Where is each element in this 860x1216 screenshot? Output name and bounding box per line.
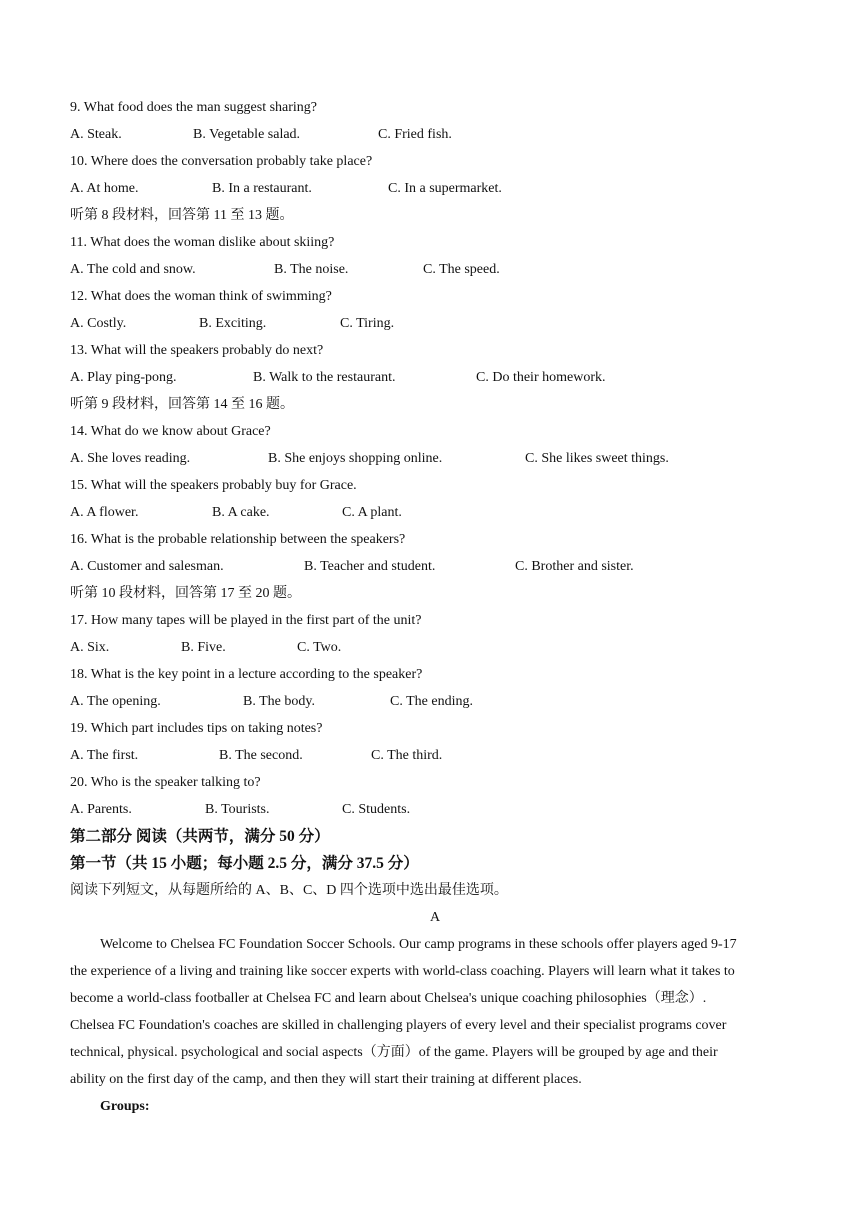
passage-line: Chelsea FC Foundation's coaches are skilled in challenging players of every level and their specialist programs cover bbox=[70, 1018, 727, 1033]
option-a: A. Steak. bbox=[70, 127, 122, 142]
option-c: C. Do their homework. bbox=[476, 370, 606, 385]
option-a: A. Play ping-pong. bbox=[70, 370, 177, 385]
option-c: C. The speed. bbox=[423, 262, 500, 277]
option-c: C. Students. bbox=[342, 802, 411, 817]
options-10 bbox=[70, 175, 800, 202]
option-c: C. Tiring. bbox=[340, 316, 395, 331]
option-b: B. Teacher and student. bbox=[304, 559, 436, 574]
section-heading-10: 听第 10 段材料，回答第 17 至 20 题。 bbox=[70, 586, 301, 601]
option-c: C. Two. bbox=[297, 640, 342, 655]
part-title: 第二部分 阅读（共两节，满分 50 分） bbox=[70, 828, 330, 845]
option-a: A. Six. bbox=[70, 640, 110, 655]
option-b: B. She enjoys shopping online. bbox=[268, 451, 443, 466]
options-16 bbox=[70, 553, 800, 580]
option-a: A. She loves reading. bbox=[70, 451, 191, 466]
reading-instruction: 阅读下列短文，从每题所给的 A、B、C、D 四个选项中选出最佳选项。 bbox=[70, 883, 508, 898]
option-b: B. Walk to the restaurant. bbox=[253, 370, 396, 385]
options-14 bbox=[70, 445, 800, 472]
option-a: A. A flower. bbox=[70, 505, 139, 520]
option-b: B. The body. bbox=[243, 694, 315, 709]
question-19: 19. Which part includes tips on taking notes? bbox=[70, 721, 323, 736]
option-b: B. In a restaurant. bbox=[212, 181, 312, 196]
option-a: A. Costly. bbox=[70, 316, 127, 331]
options-11 bbox=[70, 256, 800, 283]
question-10: 10. Where does the conversation probably take place? bbox=[70, 154, 373, 169]
question-16: 16. What is the probable relationship between the speakers? bbox=[70, 532, 406, 547]
option-c: C. The third. bbox=[371, 748, 443, 763]
options-15 bbox=[70, 499, 800, 526]
option-b: B. Five. bbox=[181, 640, 226, 655]
option-a: A. The cold and snow. bbox=[70, 262, 196, 277]
part-subtitle: 第一节（共 15 小题；每小题 2.5 分，满分 37.5 分） bbox=[70, 855, 419, 872]
options-20 bbox=[70, 796, 800, 823]
option-c: C. In a supermarket. bbox=[388, 181, 502, 196]
question-20: 20. Who is the speaker talking to? bbox=[70, 775, 261, 790]
groups-label: Groups: bbox=[100, 1099, 150, 1114]
option-b: B. A cake. bbox=[212, 505, 270, 520]
options-12 bbox=[70, 310, 800, 337]
option-c: C. Brother and sister. bbox=[515, 559, 634, 574]
options-18 bbox=[70, 688, 800, 715]
options-19 bbox=[70, 742, 800, 769]
option-a: A. Parents. bbox=[70, 802, 132, 817]
passage-label: A bbox=[429, 910, 441, 925]
option-b: B. Vegetable salad. bbox=[193, 127, 301, 142]
section-heading-8: 听第 8 段材料，回答第 11 至 13 题。 bbox=[70, 208, 294, 223]
option-b: B. Exciting. bbox=[199, 316, 267, 331]
question-17: 17. How many tapes will be played in the first part of the unit? bbox=[70, 613, 422, 628]
question-15: 15. What will the speakers probably buy for Grace. bbox=[70, 478, 357, 493]
question-12: 12. What does the woman think of swimming? bbox=[70, 289, 332, 304]
passage-line: become a world-class footballer at Chelsea FC and learn about Chelsea's unique coaching philosophies（理念）. bbox=[70, 991, 707, 1006]
passage-line: technical, physical. psychological and social aspects（方面）of the game. Players will be grouped by age and their bbox=[70, 1045, 718, 1060]
option-b: B. Tourists. bbox=[205, 802, 270, 817]
option-c: C. Fried fish. bbox=[378, 127, 452, 142]
passage-line: Welcome to Chelsea FC Foundation Soccer Schools. Our camp programs in these schools offer players aged 9-17 bbox=[100, 937, 737, 952]
option-a: A. The opening. bbox=[70, 694, 161, 709]
option-c: C. A plant. bbox=[342, 505, 402, 520]
passage-line: the experience of a living and training like soccer experts with world-class coaching. Players will learn what it takes to bbox=[70, 964, 735, 979]
question-18: 18. What is the key point in a lecture according to the speaker? bbox=[70, 667, 423, 682]
option-b: B. The second. bbox=[219, 748, 303, 763]
question-9: 9. What food does the man suggest sharing? bbox=[70, 100, 318, 115]
option-c: C. The ending. bbox=[390, 694, 473, 709]
option-a: A. The first. bbox=[70, 748, 139, 763]
option-a: A. Customer and salesman. bbox=[70, 559, 224, 574]
option-a: A. At home. bbox=[70, 181, 139, 196]
option-b: B. The noise. bbox=[274, 262, 349, 277]
section-heading-9: 听第 9 段材料，回答第 14 至 16 题。 bbox=[70, 397, 294, 412]
passage-paragraph bbox=[70, 931, 800, 1093]
options-13 bbox=[70, 364, 800, 391]
question-14: 14. What do we know about Grace? bbox=[70, 424, 271, 439]
options-9 bbox=[70, 121, 800, 148]
exam-page bbox=[70, 94, 800, 1120]
passage-line: ability on the first day of the camp, and then they will start their training at different places. bbox=[70, 1072, 582, 1087]
question-11: 11. What does the woman dislike about skiing? bbox=[70, 235, 335, 250]
question-13: 13. What will the speakers probably do next? bbox=[70, 343, 324, 358]
option-c: C. She likes sweet things. bbox=[525, 451, 669, 466]
options-17 bbox=[70, 634, 800, 661]
